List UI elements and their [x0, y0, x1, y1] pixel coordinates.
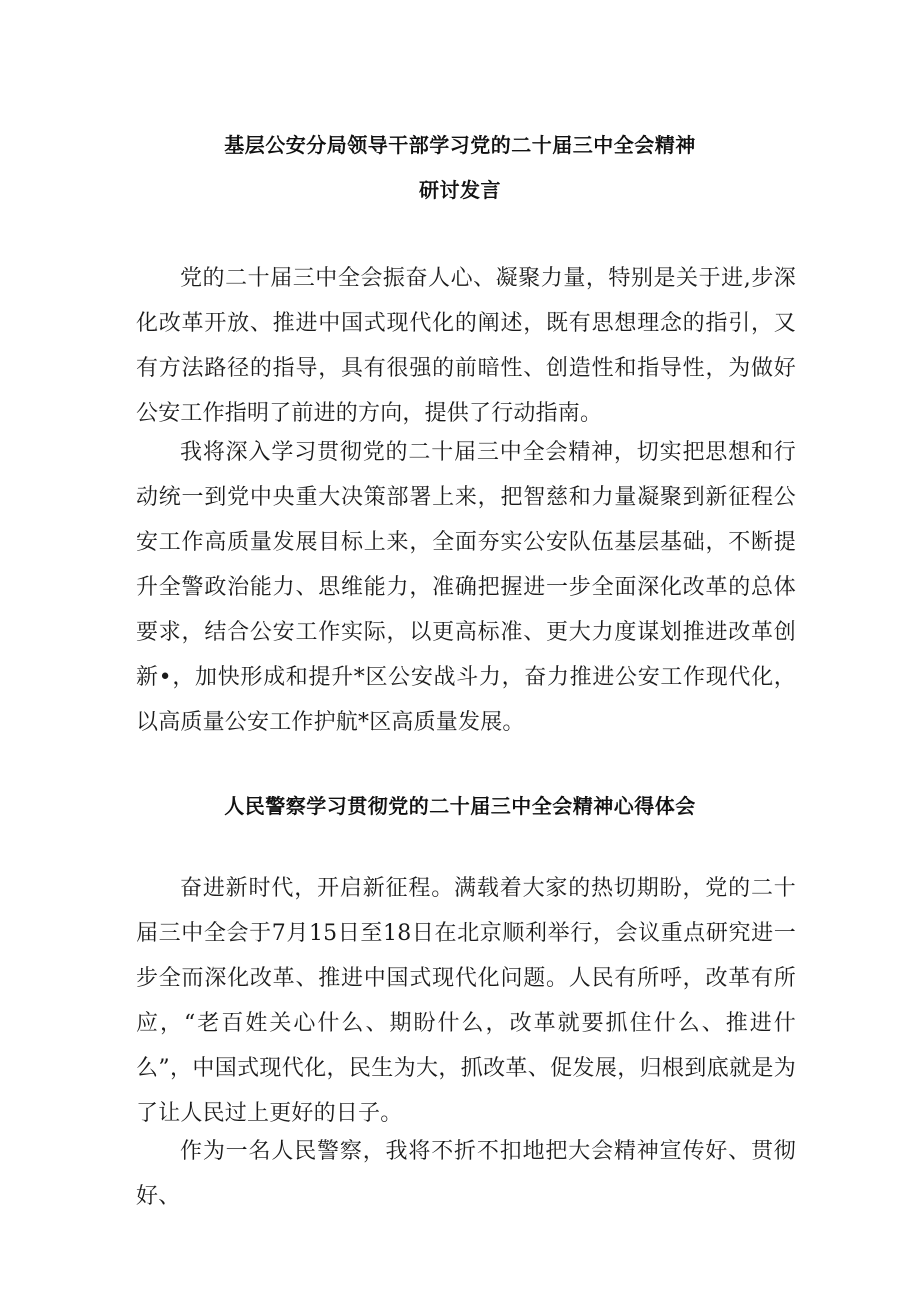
section2-paragraph-1: 奋进新时代，开启新征程。满载着大家的热切期盼，党的二十届三中全会于7月15日至18日在北京顺利举行，会议重点研究进一步全而深化改革、推进中国式现代化问题。人民有所呼，改革有所应，“老百姓关心什么、期盼什么，改革就要抓住什么、推进什么”，中国式现代化，民生为大，抓改革、促发展，归根到底就是为了让人民过上更好的日子。 [136, 876, 796, 1126]
section1-paragraph-1: 党的二十届三中全会振奋人心、凝聚力量，特别是关于进,步深化改革开放、推进中国式现代化的阐述，既有思想理念的指引，又有方法路径的指导，具有很强的前暗性、创造性和指导性，为做好公安工作指明了前进的方向，提供了行动指南。 [136, 266, 796, 426]
section1-title-line2: 研讨发言 [419, 178, 501, 202]
section1-title-line1: 基层公安分局领导干部学习党的二十届三中全会精神 [224, 133, 696, 157]
section2-paragraph-2: 作为一名人民警察，我将不折不扣地把大会精神宣传好、贯彻好、 [136, 1139, 796, 1209]
section1-paragraph-2: 我将深入学习贯彻党的二十届三中全会精神，切实把思想和行动统一到党中央重大决策部署上来，把智慈和力量凝聚到新征程公安工作高质量发展目标上来，全面夯实公安队伍基层基础，不断提升全警政治能力、思维能力，准确把握进一步全面深化改革的总体要求，结合公安工作实际，以更高标准、更大力度谋划推进改革创新•，加快形成和提升*区公安战斗力，奋力推进公安工作现代化，以高质量公安工作护航*区高质量发展。 [136, 440, 796, 735]
section2-title: 人民警察学习贯彻党的二十届三中全会精神心得体会 [224, 794, 696, 818]
